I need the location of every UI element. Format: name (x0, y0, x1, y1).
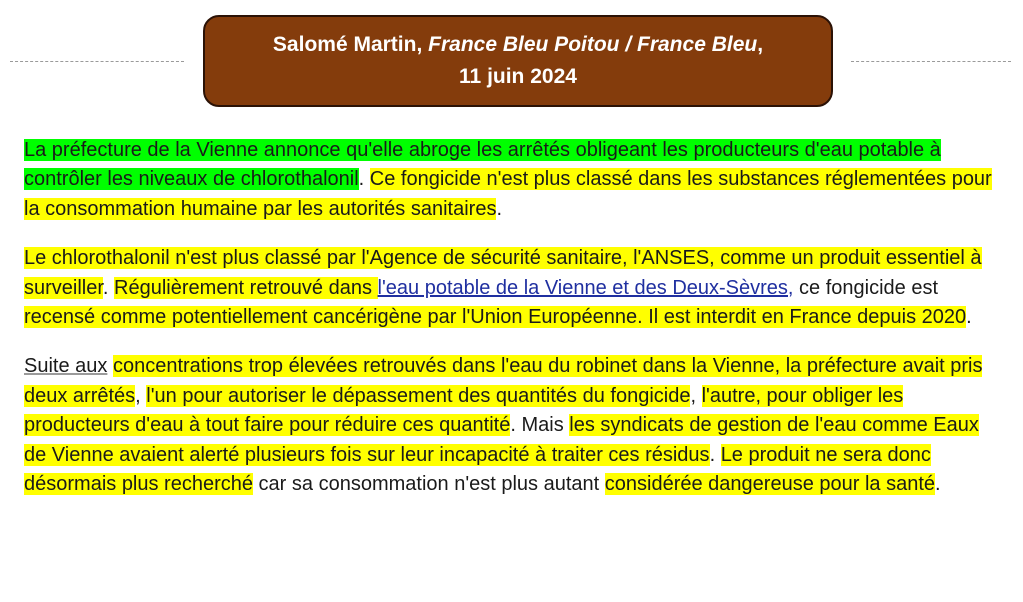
highlight-yellow-text: Le chlorothalonil n'est plus classé par l'Agence de sécurité sanitaire, l'ANSES, comme un produit essentiel à surveiller (24, 247, 982, 299)
highlight-yellow-text: Régulièrement retrouvé dans (114, 276, 378, 299)
right-dashed-divider (851, 61, 1011, 62)
article-link[interactable]: l'eau potable de la Vienne et des Deux-Sèvres, (377, 276, 794, 299)
plain-text: . (358, 168, 370, 191)
plain-text: car sa consommation n'est plus autant (253, 473, 605, 496)
highlight-yellow-text: l'autre, pour obliger les producteurs d'eau à tout faire pour réduire ces quantité (24, 384, 904, 437)
plain-text: . (102, 276, 115, 299)
highlight-green-text: La préfecture de la Vienne annonce qu'elle abroge les arrêtés obligeant les producteurs d'eau potable à contrôler les niveaux de chlorothalonil (24, 139, 941, 191)
publication-date: 11 juin 2024 (459, 65, 577, 88)
paragraph-2 (24, 244, 1004, 332)
article-body (24, 136, 1004, 519)
plain-text: . (935, 473, 941, 496)
plain-text: . (966, 306, 972, 329)
plain-text: . (709, 443, 721, 466)
plain-text: . (496, 197, 503, 220)
source-line: Salomé Martin, France Bleu Poitou / France Bleu, (272, 33, 764, 56)
plain-text: , (135, 384, 147, 407)
paragraph-3 (24, 352, 1004, 499)
source-name: France Bleu Poitou / France Bleu (428, 33, 758, 56)
highlight-yellow-text: les syndicats de gestion de l'eau comme Eaux de Vienne avaient alerté plusieurs fois sur leur incapacité à traiter ces résidus (24, 414, 979, 466)
paragraph-1 (24, 136, 1004, 224)
source-header-box (203, 15, 833, 107)
highlight-yellow-text: considérée dangereuse pour la santé (604, 473, 936, 496)
plain-text: ce fongicide est (793, 276, 939, 299)
highlight-yellow-text: concentrations trop élevées retrouvés dans l'eau du robinet dans la Vienne, la préfecture avait pris deux arrêtés (24, 355, 983, 407)
highlight-yellow-text: Le produit ne sera donc désormais plus recherché (24, 443, 931, 496)
underlined-text: Suite aux (24, 355, 108, 378)
left-dashed-divider (10, 61, 184, 62)
highlight-yellow-text: recensé comme potentiellement cancérigène par l'Union Européenne. Il est interdit en France depuis 2020 (24, 306, 967, 329)
plain-text: , (690, 384, 702, 407)
author-name: Salomé Martin (272, 33, 417, 56)
highlight-yellow-text: l'un pour autoriser le dépassement des quantités du fongicide (146, 384, 691, 407)
highlight-yellow-text: Ce fongicide n'est plus classé dans les substances réglementées pour la consommation humaine par les autorités sanitaires (24, 168, 992, 220)
plain-text: . Mais (510, 414, 570, 437)
